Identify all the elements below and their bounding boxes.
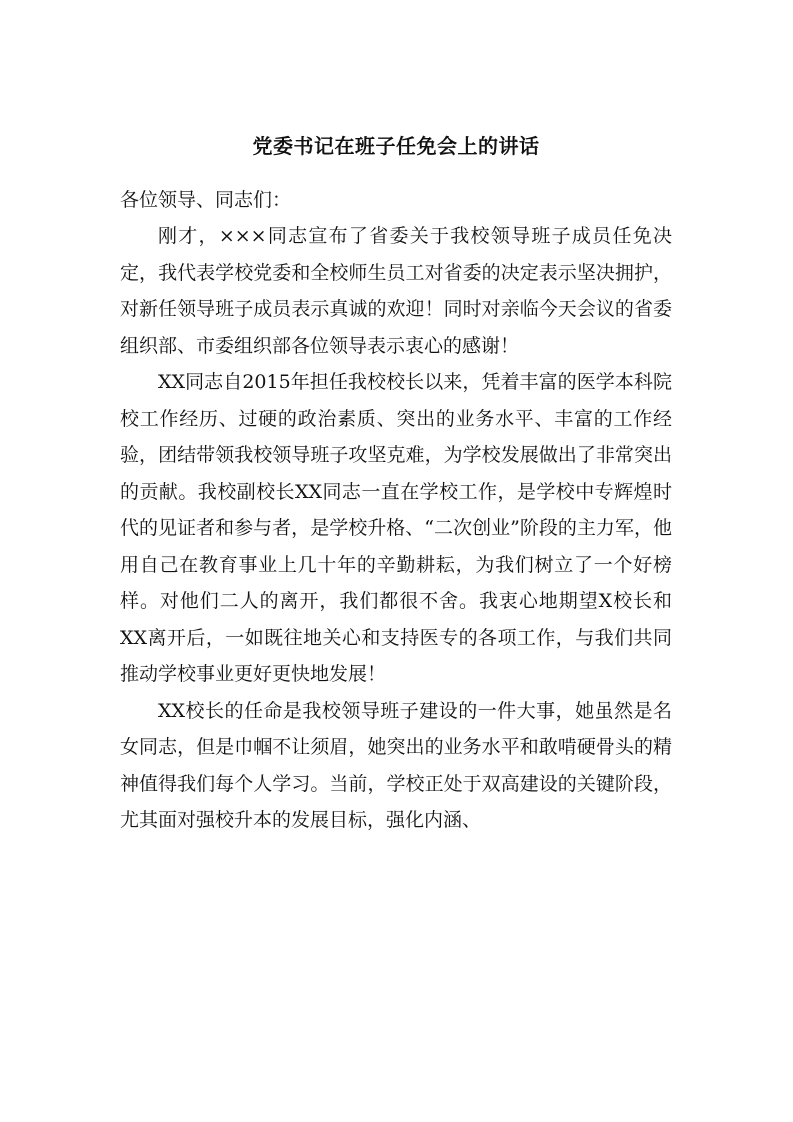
paragraph-2: XX同志自2015年担任我校校长以来，凭着丰富的医学本科院校工作经历、过硬的政治素质、突出的业务水平、丰富的工作经验，团结带领我校领导班子攻坚克难，为学校发展做出了非常突出的贡献。我校副校长XX同志一直在学校工作，是学校中专辉煌时代的见证者和参与者，是学校升格、“二次创业”阶段的主力军，他用自己在教育事业上几十年的辛勤耕耘，为我们树立了一个好榜样。对他们二人的离开，我们都很不舍。我衷心地期望X校长和XX离开后，一如既往地关心和支持医专的各项工作，与我们共同推动学校事业更好更快地发展！ [120, 371, 672, 685]
paragraph-3: XX校长的任命是我校领导班子建设的一件大事，她虽然是名女同志，但是巾帼不让须眉，她突出的业务水平和敢啃硬骨头的精神值得我们每个人学习。当前，学校正处于双高建设的关键阶段，尤其面对强校升本的发展目标，强化内涵、 [120, 699, 672, 831]
document-title: 党委书记在班子任免会上的讲话 [252, 134, 540, 158]
paragraph-1: 刚才，×××同志宣布了省委关于我校领导班子成员任免决定，我代表学校党委和全校师生员工对省委的决定表示坚决拥护，对新任领导班子成员表示真诚的欢迎！同时对亲临今天会议的省委组织部、市委组织部各位领导表示衷心的感谢！ [120, 225, 672, 357]
salutation: 各位领导、同志们： [120, 189, 292, 211]
document-body [120, 128, 672, 839]
